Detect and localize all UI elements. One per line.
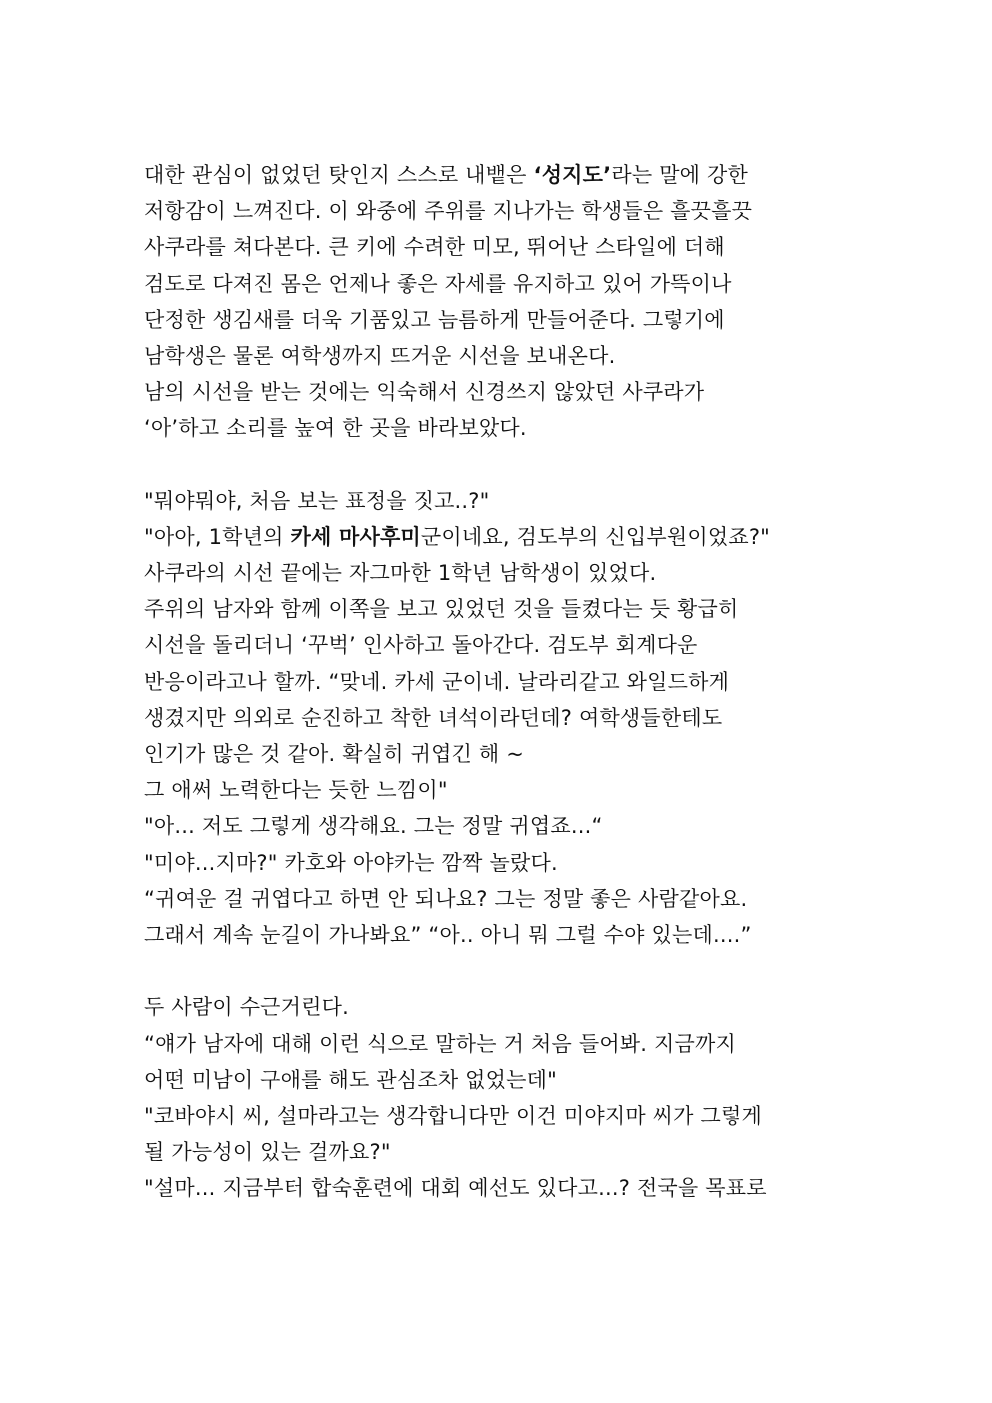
text-line: 단정한 생김새를 더욱 기품있고 늠름하게 만들어준다. 그렇기에 <box>144 307 725 332</box>
text-line: 저항감이 느껴진다. 이 와중에 주위를 지나가는 학생들은 흘끗흘끗 <box>144 199 753 224</box>
text-line: 주위의 남자와 함께 이쪽을 보고 있었던 것을 들켰다는 듯 황급히 <box>144 597 739 622</box>
paragraph-gap <box>144 953 864 989</box>
text-line: 될 가능성이 있는 걸까요?" <box>144 1140 391 1165</box>
text-run: 라는 말에 강한 <box>611 163 749 187</box>
text-line: 남학생은 물론 여학생까지 뜨거운 시선을 보내온다. <box>144 343 616 368</box>
text-run: 대한 관심이 없었던 탓인지 스스로 내뱉은 <box>144 163 534 187</box>
text-run: "아아, 1학년의 <box>144 524 291 549</box>
text-line: 두 사람이 수근거린다. <box>144 995 349 1020</box>
text-line: 남의 시선을 받는 것에는 익숙해서 신경쓰지 않았던 사쿠라가 <box>144 380 705 405</box>
text-line <box>144 519 864 555</box>
text-line: “귀여운 걸 귀엽다고 하면 안 되나요? 그는 정말 좋은 사람같아요. <box>144 886 748 911</box>
text-line: 생겼지만 의외로 순진하고 착한 녀석이라던데? 여학생들한테도 <box>144 705 723 730</box>
text-line: "코바야시 씨, 설마라고는 생각합니다만 이건 미야지마 씨가 그렇게 <box>144 1103 762 1128</box>
text-line: 인기가 많은 것 같아. 확실히 귀엽긴 해 ~ <box>144 742 525 766</box>
document-body <box>144 157 864 1206</box>
bold-name: 카세 마사후미 <box>290 524 421 549</box>
text-line: “얘가 남자에 대해 이런 식으로 말하는 거 처음 들어봐. 지금까지 <box>144 1031 736 1056</box>
paragraph-gap <box>144 447 864 483</box>
text-line: 그 애써 노력한다는 듯한 느낌이" <box>144 778 448 803</box>
text-line: 그래서 계속 눈길이 가나봐요” “아.. 아니 뭐 그럴 수야 있는데....” <box>144 922 752 947</box>
text-line: 사쿠라를 쳐다본다. 큰 키에 수려한 미모, 뛰어난 스타일에 더해 <box>144 235 725 260</box>
text-line <box>144 157 864 193</box>
text-line: "뭐야뭐야, 처음 보는 표정을 짓고..?" <box>144 488 490 513</box>
text-line: 반응이라고나 할까. “맞네. 카세 군이네. 날라리같고 와일드하게 <box>144 669 730 694</box>
bold-term: ‘성지도’ <box>533 163 612 187</box>
text-run: 군이네요, 검도부의 신입부원이었죠?" <box>420 524 771 549</box>
text-line: 시선을 돌리더니 ‘꾸벅’ 인사하고 돌아간다. 검도부 회계다운 <box>144 633 698 658</box>
text-line: "미야...지마?" 카호와 아야카는 깜짝 놀랐다. <box>144 850 558 875</box>
text-line: 사쿠라의 시선 끝에는 자그마한 1학년 남학생이 있었다. <box>144 561 657 586</box>
text-line: "아... 저도 그렇게 생각해요. 그는 정말 귀엽죠...“ <box>144 814 603 839</box>
text-line: ‘아’하고 소리를 높여 한 곳을 바라보았다. <box>144 416 527 441</box>
text-line: 검도로 다져진 몸은 언제나 좋은 자세를 유지하고 있어 가뜩이나 <box>144 271 732 296</box>
text-line: 어떤 미남이 구애를 해도 관심조차 없었는데" <box>144 1067 557 1092</box>
text-line: "설마... 지금부터 합숙훈련에 대회 예선도 있다고...? 전국을 목표로 <box>144 1176 767 1201</box>
